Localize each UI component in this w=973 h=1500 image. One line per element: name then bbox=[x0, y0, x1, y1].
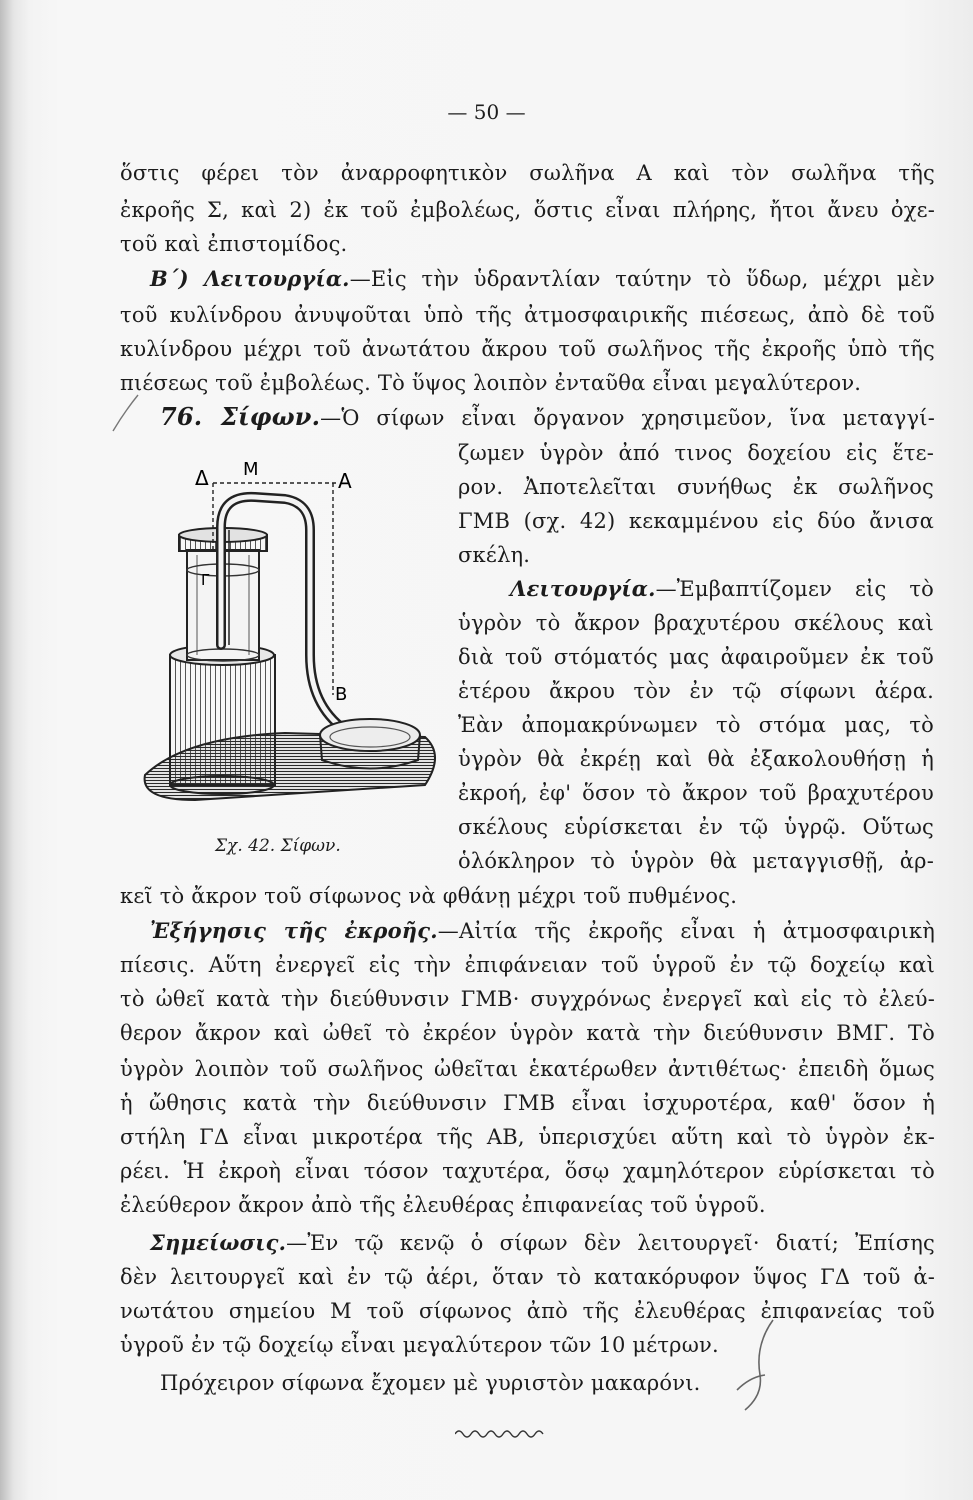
text-line-4 bbox=[150, 266, 935, 292]
text-line-8-rest: —Ὁ σίφων εἶναι ὄργανον χρησιμεῦον, ἵνα μεταγγί- bbox=[320, 406, 935, 430]
label-gamma: Γ bbox=[201, 571, 210, 589]
text-line-m4: τὸ ὠθεῖ κατὰ τὴν διεύθυνσιν ΓΜΒ· συγχρόνως ἐνεργεῖ καὶ εἰς τὸ ἐλεύ- bbox=[120, 987, 935, 1011]
text-line-m5: θερον ἄκρον καὶ ὠθεῖ τὸ ἐκρέον ὑγρὸν κατὰ τὴν διεύθυνσιν ΒΜΓ. Τὸ bbox=[120, 1021, 935, 1045]
figure-caption: Σχ. 42. Σίφων. bbox=[215, 836, 341, 856]
page-number: — 50 — bbox=[447, 100, 526, 124]
label-a: Α bbox=[338, 469, 352, 493]
text-line-m7: ἡ ὤθησις κατὰ τὴν διεύθυνσιν ΓΜΒ εἶναι ἰσχυροτέρα, καθ' ὅσον ἡ bbox=[120, 1091, 935, 1115]
text-line-m11 bbox=[150, 1230, 935, 1256]
heading-semeiosis: Σημείωσις. bbox=[150, 1230, 287, 1255]
heading-exegesis: Ἐξήγησις τῆς ἐκροῆς. bbox=[150, 918, 438, 943]
narrow-line-5 bbox=[510, 576, 934, 602]
narrow-line-13: ὁλόκληρον τὸ ὑγρὸν θὰ μεταγγισθῇ, ἀρ- bbox=[458, 849, 934, 873]
text-line-8 bbox=[160, 404, 935, 431]
text-line-m11-rest: —Ἐν τῷ κενῷ ὁ σίφων δὲν λειτουργεῖ· διατί; Ἐπίσης bbox=[286, 1231, 935, 1255]
text-line-m1: κεῖ τὸ ἄκρον τοῦ σίφωνος νὰ φθάνῃ μέχρι τοῦ πυθμένος. bbox=[120, 884, 738, 908]
margin-pencil-mark bbox=[110, 393, 140, 433]
text-line-m13: νωτάτου σημείου Μ τοῦ σίφωνος ἀπὸ τῆς ἐλευθέρας ἐπιφανείας τοῦ bbox=[120, 1299, 935, 1323]
label-b: Β bbox=[335, 684, 348, 705]
text-line-6: κυλίνδρου μέχρι τοῦ ἀνωτάτου ἄκρου τοῦ σωλῆνος τῆς ἐκροῆς ὑπὸ τῆς bbox=[120, 337, 935, 361]
text-line-4-rest: —Εἰς τὴν ὑδραντλίαν ταύτην τὸ ὕδωρ, μέχρι μὲν bbox=[349, 267, 935, 291]
text-line-3: τοῦ καὶ ἐπιστομίδος. bbox=[120, 232, 348, 256]
text-line-5: τοῦ κυλίνδρου ἀνυψοῦται ὑπὸ τῆς ἀτμοσφαιρικῆς πιέσεως, ἀπὸ δὲ τοῦ bbox=[120, 303, 935, 327]
text-line-m6: ὑγρὸν λοιπὸν τοῦ σωλῆνος ὠθεῖται ἑκατέρωθεν ἀντιθέτως· ἐπειδὴ ὅμως bbox=[120, 1057, 935, 1081]
text-line-m3: πίεσις. Αὕτη ἐνεργεῖ εἰς τὴν ἐπιφάνειαν τοῦ ὑγροῦ ἐν τῷ δοχείῳ καὶ bbox=[120, 953, 935, 977]
text-line-m14: ὑγροῦ ἐν τῷ δοχείῳ εἶναι μεγαλύτερον τῶν 10 μέτρων. bbox=[120, 1333, 719, 1357]
narrow-line-3: ΓΜΒ (σχ. 42) κεκαμμένου εἰς δύο ἄνισα bbox=[458, 509, 934, 533]
narrow-line-7: διὰ τοῦ στόματός μας ἀφαιροῦμεν ἐκ τοῦ bbox=[458, 645, 934, 669]
text-line-1: ὅστις φέρει τὸν ἀναρροφητικὸν σωλῆνα Α καὶ τὸν σωλῆνα τῆς bbox=[120, 161, 935, 185]
narrow-line-2: ρον. Ἀποτελεῖται συνήθως ἐκ σωλῆνος bbox=[458, 475, 934, 499]
narrow-line-4: σκέλη. bbox=[458, 543, 531, 567]
handwritten-pencil-mark bbox=[725, 1315, 785, 1415]
siphon-figure bbox=[125, 455, 455, 855]
text-line-m2-rest: —Αἰτία τῆς ἐκροῆς εἶναι ἡ ἀτμοσφαιρικὴ bbox=[437, 919, 935, 943]
narrow-line-10: ὑγρὸν θὰ ἐκρέῃ καὶ θὰ ἐξακολουθήσῃ ἡ bbox=[458, 747, 934, 771]
text-line-m2 bbox=[150, 918, 935, 944]
text-line-m9: ρέει. Ἡ ἐκροὴ εἶναι τόσον ταχυτέρα, ὅσῳ χαμηλότερον εὑρίσκεται τὸ bbox=[120, 1159, 935, 1183]
text-line-m8: στήλη ΓΔ εἶναι μικροτέρα τῆς ΑΒ, ὑπερισχύει αὕτη καὶ τὸ ὑγρὸν ἐκ- bbox=[120, 1125, 935, 1149]
narrow-line-5-rest: —Ἐμβαπτίζομεν εἰς τὸ bbox=[655, 577, 934, 601]
heading-leitourgia-siphon: Λειτουργία. bbox=[510, 576, 656, 601]
text-line-7: πιέσεως τοῦ ἐμβολέως. Τὸ ὕψος λοιπὸν ἐνταῦθα εἶναι μεγαλύτερον. bbox=[120, 371, 862, 395]
narrow-line-11: ἐκροή, ἐφ' ὅσον τὸ ἄκρον τοῦ βραχυτέρου bbox=[458, 781, 934, 805]
end-ornament bbox=[455, 1428, 545, 1440]
text-line-2: ἐκροῆς Σ, καὶ 2) ἐκ τοῦ ἐμβολέως, ὅστις εἶναι πλήρης, ἤτοι ἄνευ ὀχε- bbox=[120, 198, 935, 222]
cylinder-stand bbox=[170, 645, 275, 794]
text-line-m12: δὲν λειτουργεῖ καὶ ἐν τῷ ἀέρι, ὅταν τὸ κατακόρυφον ὕψος ΓΔ τοῦ ἀ- bbox=[120, 1265, 935, 1289]
label-m: Μ bbox=[243, 459, 259, 480]
narrow-line-12: σκέλους εὑρίσκεται ἐν τῷ ὑγρῷ. Οὕτως bbox=[458, 815, 934, 839]
section-76-title: 76. Σίφων. bbox=[160, 402, 321, 431]
narrow-line-6: ὑγρὸν τὸ ἄκρον βραχυτέρου σκέλους καὶ bbox=[458, 611, 934, 635]
label-delta: Δ bbox=[195, 466, 209, 490]
heading-leitourgia-b: Β΄) Λειτουργία. bbox=[150, 266, 350, 291]
narrow-line-9: Ἐὰν ἀπομακρύνωμεν τὸ στόμα μας, τὸ bbox=[458, 713, 934, 737]
narrow-line-1: ζωμεν ὑγρὸν ἀπό τινος δοχείου εἰς ἕτε- bbox=[458, 441, 934, 465]
text-line-m15: Πρόχειρον σίφωνα ἔχομεν μὲ γυριστὸν μακαρόνι. bbox=[160, 1371, 701, 1395]
narrow-line-8: ἑτέρου ἄκρου τὸν ἐν τῷ σίφωνι ἀέρα. bbox=[458, 679, 934, 703]
text-line-m10: ἐλεύθερον ἄκρον ἀπὸ τῆς ἐλευθέρας ἐπιφανείας τοῦ ὑγροῦ. bbox=[120, 1193, 766, 1217]
